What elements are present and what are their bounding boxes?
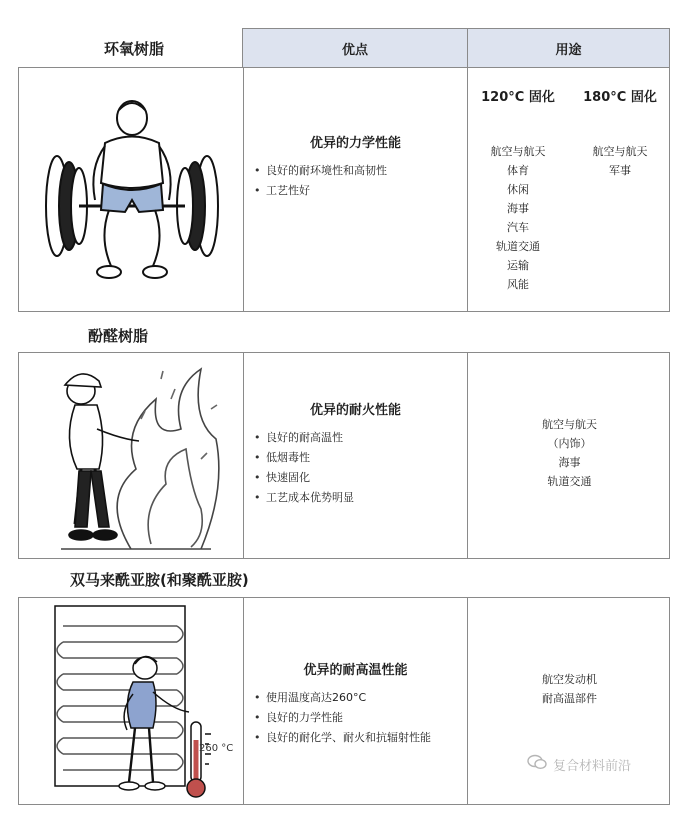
phenolic-table xyxy=(18,352,670,559)
list-item: 军事 xyxy=(609,164,631,177)
epoxy-advantage-title: 优异的力学性能 xyxy=(309,136,401,151)
list-item: • 良好的耐环境性和高韧性 xyxy=(254,161,467,181)
list-item: • 工艺性好 xyxy=(254,181,467,201)
list-item: 风能 xyxy=(507,278,529,291)
header-uses xyxy=(467,28,670,68)
section-title-epoxy: 环氧树脂 xyxy=(104,40,165,58)
list-item: • 快速固化 xyxy=(254,468,467,488)
list-item: 航空与航天 xyxy=(592,145,648,158)
epoxy-uses-180-column xyxy=(570,86,670,180)
list-item: • 良好的力学性能 xyxy=(254,708,467,728)
section-title-phenolic: 酚醛树脂 xyxy=(88,327,149,345)
cure-heading-180: 180°C 固化 xyxy=(583,90,657,105)
bismaleimide-advantage-title: 优异的耐高温性能 xyxy=(303,663,408,678)
phenolic-uses-cell xyxy=(468,415,671,491)
list-item: 航空与航天 xyxy=(542,418,597,431)
list-item: 休闲 xyxy=(507,183,529,196)
list-item: 航空与航天 xyxy=(490,145,546,158)
bismaleimide-table xyxy=(18,597,670,805)
list-item: • 低烟毒性 xyxy=(254,448,467,468)
bismaleimide-advantage-list xyxy=(244,688,467,748)
fire-worker-illustration-icon xyxy=(41,359,226,554)
section-title-bismaleimide: 双马来酰亚胺(和聚酰亚胺) xyxy=(70,571,249,589)
list-item: 轨道交通 xyxy=(496,240,540,253)
list-item: 运输 xyxy=(507,259,529,272)
watermark xyxy=(527,754,631,774)
weightlifter-illustration-icon xyxy=(39,88,224,293)
heater-thermometer-illustration-icon xyxy=(49,602,239,802)
epoxy-advantage-list xyxy=(244,161,467,201)
phenolic-uses-list xyxy=(468,415,671,491)
epoxy-uses-120-column xyxy=(468,86,568,294)
bismaleimide-advantages-cell xyxy=(244,659,467,748)
header-uses-label: 用途 xyxy=(555,42,582,58)
cure-heading-120: 120°C 固化 xyxy=(481,90,555,105)
list-item: 海事 xyxy=(558,456,581,469)
watermark-text: 复合材料前沿 xyxy=(552,758,631,774)
phenolic-advantages-cell xyxy=(244,399,467,508)
list-item: （内饰） xyxy=(547,437,592,450)
epoxy-uses-120-list xyxy=(468,142,568,294)
phenolic-advantage-title: 优异的耐火性能 xyxy=(309,403,401,418)
list-item: • 工艺成本优势明显 xyxy=(254,488,467,508)
bismaleimide-uses-list xyxy=(468,670,671,708)
epoxy-table xyxy=(18,67,670,312)
phenolic-advantage-list xyxy=(244,428,467,508)
bismaleimide-uses-cell xyxy=(468,670,671,708)
list-item: 体育 xyxy=(507,164,529,177)
wechat-icon xyxy=(527,754,547,774)
list-item: 轨道交通 xyxy=(547,475,592,488)
list-item: 耐高温部件 xyxy=(542,692,597,705)
thermometer-label: 260 °C xyxy=(199,743,234,754)
list-item: • 良好的耐化学、耐火和抗辐射性能 xyxy=(254,728,467,748)
list-item: 海事 xyxy=(507,202,529,215)
header-advantages xyxy=(242,28,468,68)
list-item: • 使用温度高达260°C xyxy=(254,688,467,708)
list-item: 航空发动机 xyxy=(542,673,597,686)
list-item: 汽车 xyxy=(507,221,529,234)
epoxy-uses-180-list xyxy=(570,142,670,180)
list-item: • 良好的耐高温性 xyxy=(254,428,467,448)
epoxy-advantages-cell xyxy=(244,132,467,201)
header-advantages-label: 优点 xyxy=(341,42,368,58)
